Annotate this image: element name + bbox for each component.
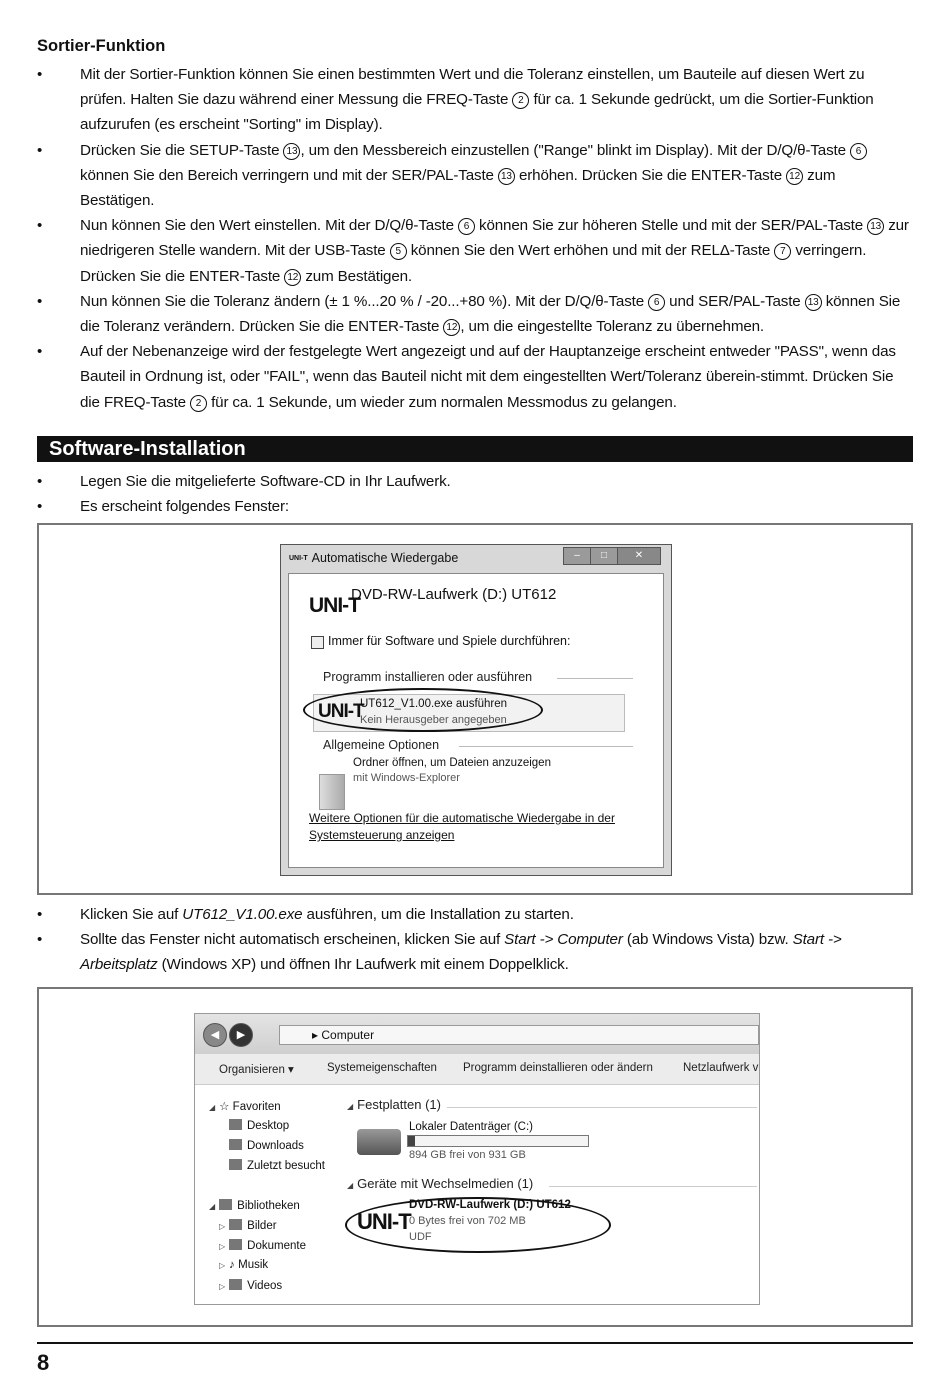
toolbar-network-drive[interactable]: Netzlaufwerk v <box>683 1062 759 1074</box>
list-item: • Mit der Sortier-Funktion können Sie einen bestimmten Wert und die Toleranz einstellen, um Bauteile auf diesen Wert zu prüfen. Halten Sie dazu während einer Messung die FREQ-Taste 2 für ca. 1 Sekunde gedrückt, um die Sortier-Funktion aufzurufen (es erscheint "Sorting" im Display). <box>37 62 913 138</box>
hdd-free: 894 GB frei von 931 GB <box>409 1149 526 1161</box>
screenshot-frame-explorer <box>37 987 913 1327</box>
option-logo: UNI-T <box>318 701 364 722</box>
key-number-badge: 6 <box>458 218 475 235</box>
bullet-icon: • <box>37 498 43 516</box>
list-item: • Nun können Sie die Toleranz ändern (± 1 %...20 % / -20...+80 %). Mit der D/Q/θ-Taste 6 und SER/PAL-Taste 13 können Sie die Toleranz verändern. Drücken Sie die ENTER-Taste 12 , um die eingestellte Toleranz zu übernehmen. <box>37 289 913 339</box>
window-title: UNI-T Automatische Wiedergabe <box>289 551 459 565</box>
autoplay-body <box>288 573 664 868</box>
key-number-badge: 2 <box>190 395 207 412</box>
section-title-sorting: Sortier-Funktion <box>37 37 166 55</box>
bullet-icon: • <box>37 343 43 361</box>
highlight-ellipse <box>303 688 543 732</box>
close-button[interactable]: ✕ <box>617 547 661 565</box>
explorer-window <box>194 1013 760 1305</box>
key-number-badge: 13 <box>867 218 884 235</box>
group-header-removable: ◢ Geräte mit Wechselmedien (1) <box>347 1176 534 1191</box>
hdd-usage-fill <box>408 1136 415 1146</box>
nav-documents[interactable]: ▷ Dokumente <box>219 1240 306 1252</box>
explorer-toolbar <box>195 1054 759 1085</box>
key-number-badge: 12 <box>786 168 803 185</box>
bullet-icon: • <box>37 906 43 923</box>
sorting-bullets <box>37 62 913 415</box>
hard-disk-icon <box>357 1129 401 1155</box>
toolbar-system-properties[interactable]: Systemeigenschaften <box>327 1062 437 1074</box>
list-item: • Nun können Sie den Wert einstellen. Mit der D/Q/θ-Taste 6 können Sie zur höheren Stelle und mit der SER/PAL-Taste 13 zur niedrigeren Stelle wandern. Mit der USB-Taste 5 können Sie den Wert erhöhen und mit der RELΔ-Taste 7 verringern. Drücken Sie die ENTER-Taste 12 zum Bestätigen. <box>37 213 913 289</box>
address-arrow-icon: ▸ <box>312 1028 319 1042</box>
bullet-icon: • <box>37 141 43 159</box>
back-arrow-icon[interactable]: ◀ <box>203 1023 227 1047</box>
group-header-hdd: ◢ Festplatten (1) <box>347 1097 441 1112</box>
group-divider <box>557 678 633 679</box>
list-item: • Es erscheint folgendes Fenster: <box>37 494 913 519</box>
music-icon: ♪ <box>229 1259 235 1271</box>
bullet-icon: • <box>37 217 43 235</box>
key-number-badge: 7 <box>774 243 791 260</box>
window-controls <box>564 547 661 565</box>
dvd-name[interactable]: DVD-RW-Laufwerk (D:) UT612 <box>409 1199 571 1211</box>
autoplay-window <box>280 544 672 876</box>
forward-arrow-icon[interactable]: ▶ <box>229 1023 253 1047</box>
option-run-exe-label: UT612_V1.00.exe ausführen <box>360 698 508 710</box>
title-logo-icon: UNI-T <box>289 555 308 562</box>
always-checkbox[interactable] <box>311 636 324 649</box>
install-bullets-a <box>37 469 913 519</box>
nav-recent[interactable]: Zuletzt besucht <box>229 1159 325 1172</box>
documents-icon <box>229 1239 242 1250</box>
dvd-filesystem: UDF <box>409 1231 432 1243</box>
maximize-button[interactable]: □ <box>590 547 618 565</box>
key-number-badge: 12 <box>443 319 460 336</box>
dvd-logo: UNI-T <box>357 1209 411 1234</box>
more-options-link[interactable]: Weitere Optionen für die automatische Wiedergabe in der Systemsteuerung anzeigen <box>309 811 615 842</box>
nav-libraries[interactable]: ◢ Bibliotheken <box>209 1200 300 1212</box>
option-open-folder-sub: mit Windows-Explorer <box>353 772 460 784</box>
dvd-free: 0 Bytes frei von 702 MB <box>409 1215 526 1227</box>
highlight-ellipse <box>345 1197 611 1253</box>
install-bullets-b <box>37 902 913 978</box>
list-item: • Sollte das Fenster nicht automatisch erscheinen, klicken Sie auf Start -> Computer (ab Windows Vista) bzw. Start -> Arbeitsplatz (Windows XP) und öffnen Ihr Laufwerk mit einem Doppelklick. <box>37 927 913 977</box>
key-number-badge: 13 <box>498 168 515 185</box>
videos-icon <box>229 1279 242 1290</box>
list-item: • Auf der Nebenanzeige wird der festgelegte Wert angezeigt und auf der Hauptanzeige erscheint entweder "PASS", wenn das Bauteil in Ordnung ist, oder "FAIL", wenn das Bauteil nicht mit dem eingestellten Wert/Toleranz überein-stimmt. Drücken Sie die FREQ-Taste 2 für ca. 1 Sekunde, um wieder zum normalen Messmodus zu gelangen. <box>37 339 913 415</box>
section-banner-software-installation: Software-Installation <box>37 436 913 462</box>
minimize-button[interactable]: – <box>563 547 591 565</box>
nav-downloads[interactable]: Downloads <box>229 1139 304 1152</box>
desktop-icon <box>229 1119 242 1130</box>
address-bar[interactable]: ▸ Computer <box>279 1025 759 1045</box>
key-number-badge: 6 <box>648 294 665 311</box>
drive-label: DVD-RW-Laufwerk (D:) UT612 <box>351 586 557 603</box>
page-number: 8 <box>37 1350 50 1375</box>
star-icon: ☆ <box>219 1101 230 1113</box>
toolbar-organize[interactable]: Organisieren ▾ <box>219 1064 294 1076</box>
bullet-icon: • <box>37 473 43 490</box>
bullet-icon: • <box>37 292 43 310</box>
libraries-icon <box>219 1199 232 1210</box>
explorer-navbar <box>195 1014 759 1054</box>
downloads-icon <box>229 1139 242 1150</box>
nav-pictures[interactable]: ▷ Bilder <box>219 1220 277 1232</box>
screenshot-frame-autoplay <box>37 523 913 895</box>
group-label-install: Programm installieren oder ausführen <box>323 670 533 684</box>
explorer-content <box>347 1085 759 1304</box>
navigation-pane <box>195 1085 347 1304</box>
nav-videos[interactable]: ▷ Videos <box>219 1280 283 1292</box>
unit-logo: UNI-T <box>309 594 360 617</box>
group-divider <box>459 746 633 747</box>
list-item: • Legen Sie die mitgelieferte Software-CD in Ihr Laufwerk. <box>37 469 913 494</box>
list-item: • Klicken Sie auf UT612_V1.00.exe ausführen, um die Installation zu starten. <box>37 902 913 927</box>
option-run-exe-sub: Kein Herausgeber angegeben <box>360 714 507 726</box>
hdd-usage-bar <box>407 1135 589 1147</box>
key-number-badge: 13 <box>283 143 300 160</box>
toolbar-uninstall[interactable]: Programm deinstallieren oder ändern <box>463 1062 653 1074</box>
folder-icon <box>319 774 345 810</box>
group-label-general: Allgemeine Optionen <box>323 738 440 752</box>
key-number-badge: 5 <box>390 243 407 260</box>
list-item: • Drücken Sie die SETUP-Taste 13 , um den Messbereich einzustellen ("Range" blinkt im Display). Mit der D/Q/θ-Taste 6 können Sie den Bereich verringern und mit der SER/PAL-Taste 13 erhöhen. Drücken Sie die ENTER-Taste 12 zum Bestätigen. <box>37 138 913 214</box>
bullet-icon: • <box>37 66 43 83</box>
bullet-icon: • <box>37 931 43 949</box>
group-divider <box>549 1186 757 1187</box>
always-checkbox-label: Immer für Software und Spiele durchführen: <box>328 634 571 648</box>
nav-favorites[interactable]: ◢ ☆ Favoriten <box>209 1101 281 1113</box>
key-number-badge: 2 <box>512 92 529 109</box>
key-number-badge: 12 <box>284 269 301 286</box>
pictures-icon <box>229 1219 242 1230</box>
recent-icon <box>229 1159 242 1170</box>
group-divider <box>447 1107 757 1108</box>
nav-desktop[interactable]: Desktop <box>229 1119 289 1132</box>
key-number-badge: 6 <box>850 143 867 160</box>
key-number-badge: 13 <box>805 294 822 311</box>
hdd-name[interactable]: Lokaler Datenträger (C:) <box>409 1121 533 1133</box>
nav-music[interactable]: ▷ ♪ Musik <box>219 1259 269 1271</box>
option-open-folder-label[interactable]: Ordner öffnen, um Dateien anzuzeigen <box>353 757 551 769</box>
footer-rule <box>37 1342 913 1344</box>
